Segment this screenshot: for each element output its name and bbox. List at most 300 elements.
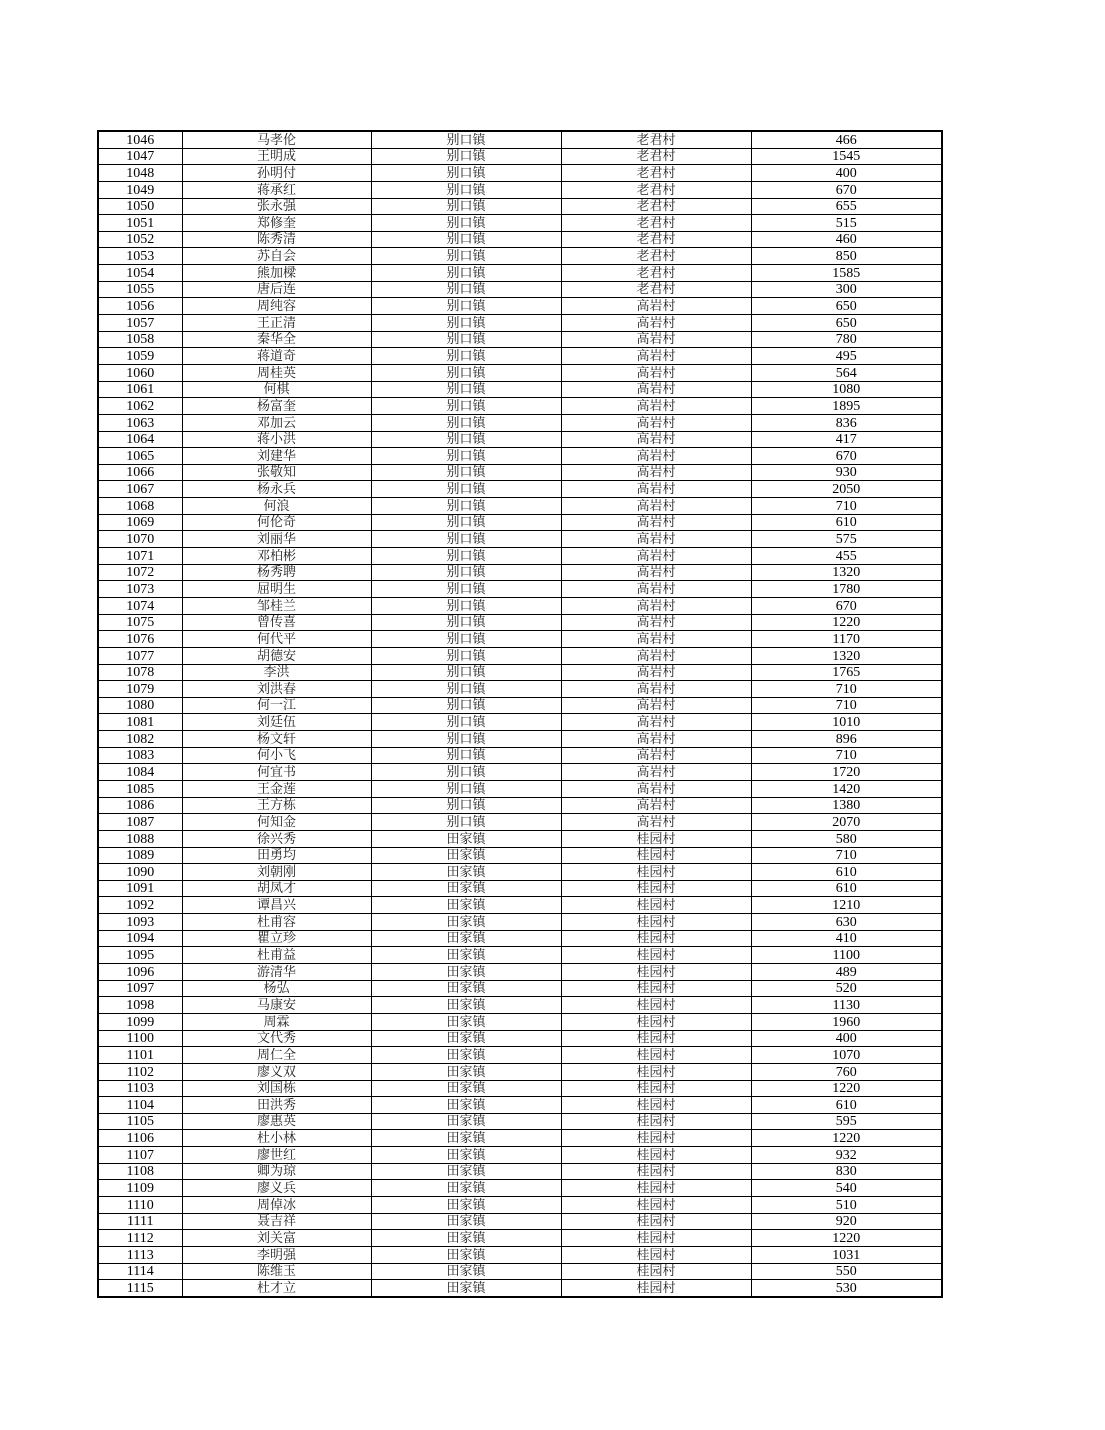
table-row	[98, 1080, 942, 1097]
table-row	[98, 1280, 942, 1297]
table-row	[98, 997, 942, 1014]
village-cell: 桂园村	[561, 897, 751, 914]
name-cell: 王方栋	[182, 797, 371, 814]
amount-cell: 710	[751, 498, 942, 515]
name-cell: 孙明付	[182, 165, 371, 182]
name-cell: 谭昌兴	[182, 897, 371, 914]
table-row	[98, 914, 942, 931]
village-cell: 高岩村	[561, 414, 751, 431]
village-cell: 高岩村	[561, 514, 751, 531]
name-cell: 廖世红	[182, 1147, 371, 1164]
amount-cell: 1220	[751, 1080, 942, 1097]
amount-cell: 1380	[751, 797, 942, 814]
name-cell: 王明成	[182, 148, 371, 165]
town-cell: 别口镇	[371, 398, 561, 415]
amount-cell: 400	[751, 1030, 942, 1047]
row-number-cell: 1071	[98, 548, 182, 565]
name-cell: 廖惠英	[182, 1113, 371, 1130]
village-cell: 高岩村	[561, 398, 751, 415]
name-cell: 游清华	[182, 964, 371, 981]
amount-cell: 710	[751, 697, 942, 714]
amount-cell: 670	[751, 181, 942, 198]
name-cell: 陈维玉	[182, 1263, 371, 1280]
town-cell: 别口镇	[371, 331, 561, 348]
town-cell: 别口镇	[371, 564, 561, 581]
name-cell: 胡德安	[182, 647, 371, 664]
table-row	[98, 1097, 942, 1114]
row-number-cell: 1062	[98, 398, 182, 415]
name-cell: 王金莲	[182, 780, 371, 797]
row-number-cell: 1090	[98, 864, 182, 881]
amount-cell: 1220	[751, 1130, 942, 1147]
name-cell: 刘建华	[182, 448, 371, 465]
amount-cell: 417	[751, 431, 942, 448]
town-cell: 田家镇	[371, 1230, 561, 1247]
town-cell: 别口镇	[371, 215, 561, 232]
village-cell: 老君村	[561, 148, 751, 165]
amount-cell: 932	[751, 1147, 942, 1164]
row-number-cell: 1052	[98, 231, 182, 248]
name-cell: 唐后连	[182, 281, 371, 298]
village-cell: 桂园村	[561, 1097, 751, 1114]
amount-cell: 455	[751, 548, 942, 565]
table-row	[98, 398, 942, 415]
village-cell: 高岩村	[561, 315, 751, 332]
village-cell: 桂园村	[561, 1080, 751, 1097]
row-number-cell: 1088	[98, 830, 182, 847]
amount-cell: 610	[751, 880, 942, 897]
town-cell: 别口镇	[371, 681, 561, 698]
amount-cell: 670	[751, 448, 942, 465]
name-cell: 杜甫益	[182, 947, 371, 964]
table-row	[98, 947, 942, 964]
amount-cell: 1780	[751, 581, 942, 598]
row-number-cell: 1091	[98, 880, 182, 897]
name-cell: 杜才立	[182, 1280, 371, 1297]
name-cell: 邹桂兰	[182, 597, 371, 614]
table-row	[98, 681, 942, 698]
amount-cell: 520	[751, 980, 942, 997]
row-number-cell: 1066	[98, 464, 182, 481]
town-cell: 别口镇	[371, 814, 561, 831]
town-cell: 田家镇	[371, 964, 561, 981]
table-row	[98, 780, 942, 797]
row-number-cell: 1087	[98, 814, 182, 831]
amount-cell: 896	[751, 731, 942, 748]
table-row	[98, 165, 942, 182]
amount-cell: 850	[751, 248, 942, 265]
name-cell: 秦华全	[182, 331, 371, 348]
village-cell: 桂园村	[561, 947, 751, 964]
town-cell: 别口镇	[371, 531, 561, 548]
table-row	[98, 1113, 942, 1130]
village-cell: 桂园村	[561, 997, 751, 1014]
name-cell: 刘洪春	[182, 681, 371, 698]
town-cell: 别口镇	[371, 498, 561, 515]
table-row	[98, 847, 942, 864]
table-row	[98, 148, 942, 165]
amount-cell: 1100	[751, 947, 942, 964]
table-row	[98, 814, 942, 831]
amount-cell: 1010	[751, 714, 942, 731]
amount-cell: 930	[751, 464, 942, 481]
village-cell: 桂园村	[561, 1013, 751, 1030]
amount-cell: 1170	[751, 631, 942, 648]
amount-cell: 530	[751, 1280, 942, 1297]
amount-cell: 1070	[751, 1047, 942, 1064]
row-number-cell: 1077	[98, 647, 182, 664]
name-cell: 何棋	[182, 381, 371, 398]
table-row	[98, 381, 942, 398]
village-cell: 高岩村	[561, 464, 751, 481]
amount-cell: 489	[751, 964, 942, 981]
amount-cell: 595	[751, 1113, 942, 1130]
village-cell: 高岩村	[561, 631, 751, 648]
town-cell: 别口镇	[371, 481, 561, 498]
table-row	[98, 1063, 942, 1080]
amount-cell: 1320	[751, 647, 942, 664]
town-cell: 田家镇	[371, 947, 561, 964]
village-cell: 高岩村	[561, 498, 751, 515]
village-cell: 桂园村	[561, 1147, 751, 1164]
village-cell: 高岩村	[561, 681, 751, 698]
row-number-cell: 1059	[98, 348, 182, 365]
town-cell: 别口镇	[371, 281, 561, 298]
name-cell: 屈明生	[182, 581, 371, 598]
name-cell: 杨秀聘	[182, 564, 371, 581]
village-cell: 老君村	[561, 281, 751, 298]
village-cell: 高岩村	[561, 581, 751, 598]
name-cell: 聂吉祥	[182, 1213, 371, 1230]
table-row	[98, 1197, 942, 1214]
name-cell: 何伦奇	[182, 514, 371, 531]
table-row	[98, 131, 942, 148]
village-cell: 老君村	[561, 265, 751, 282]
table-row	[98, 930, 942, 947]
row-number-cell: 1092	[98, 897, 182, 914]
row-number-cell: 1075	[98, 614, 182, 631]
amount-cell: 1545	[751, 148, 942, 165]
table-row	[98, 1013, 942, 1030]
table-row	[98, 880, 942, 897]
name-cell: 何宜书	[182, 764, 371, 781]
amount-cell: 1765	[751, 664, 942, 681]
row-number-cell: 1054	[98, 265, 182, 282]
town-cell: 别口镇	[371, 714, 561, 731]
amount-cell: 710	[751, 681, 942, 698]
amount-cell: 460	[751, 231, 942, 248]
row-number-cell: 1112	[98, 1230, 182, 1247]
amount-cell: 564	[751, 364, 942, 381]
village-cell: 高岩村	[561, 731, 751, 748]
village-cell: 高岩村	[561, 564, 751, 581]
table-row	[98, 531, 942, 548]
name-cell: 李明强	[182, 1246, 371, 1263]
amount-cell: 466	[751, 131, 942, 148]
town-cell: 田家镇	[371, 1080, 561, 1097]
row-number-cell: 1067	[98, 481, 182, 498]
town-cell: 田家镇	[371, 1197, 561, 1214]
table-row	[98, 331, 942, 348]
town-cell: 别口镇	[371, 448, 561, 465]
table-row	[98, 1147, 942, 1164]
town-cell: 别口镇	[371, 764, 561, 781]
village-cell: 高岩村	[561, 764, 751, 781]
village-cell: 桂园村	[561, 1047, 751, 1064]
name-cell: 马孝伦	[182, 131, 371, 148]
row-number-cell: 1053	[98, 248, 182, 265]
name-cell: 刘朝刚	[182, 864, 371, 881]
village-cell: 高岩村	[561, 381, 751, 398]
table-row	[98, 215, 942, 232]
village-cell: 老君村	[561, 198, 751, 215]
town-cell: 别口镇	[371, 464, 561, 481]
row-number-cell: 1069	[98, 514, 182, 531]
table-row	[98, 614, 942, 631]
row-number-cell: 1056	[98, 298, 182, 315]
name-cell: 田勇均	[182, 847, 371, 864]
amount-cell: 510	[751, 1197, 942, 1214]
name-cell: 何一江	[182, 697, 371, 714]
row-number-cell: 1046	[98, 131, 182, 148]
table-row	[98, 548, 942, 565]
table-row	[98, 414, 942, 431]
table-row	[98, 897, 942, 914]
row-number-cell: 1106	[98, 1130, 182, 1147]
amount-cell: 920	[751, 1213, 942, 1230]
town-cell: 别口镇	[371, 198, 561, 215]
village-cell: 高岩村	[561, 348, 751, 365]
name-cell: 苏自会	[182, 248, 371, 265]
town-cell: 田家镇	[371, 1263, 561, 1280]
row-number-cell: 1047	[98, 148, 182, 165]
amount-cell: 1720	[751, 764, 942, 781]
row-number-cell: 1048	[98, 165, 182, 182]
row-number-cell: 1058	[98, 331, 182, 348]
row-number-cell: 1107	[98, 1147, 182, 1164]
row-number-cell: 1115	[98, 1280, 182, 1297]
village-cell: 高岩村	[561, 714, 751, 731]
village-cell: 高岩村	[561, 647, 751, 664]
row-number-cell: 1080	[98, 697, 182, 714]
town-cell: 别口镇	[371, 364, 561, 381]
table-row	[98, 564, 942, 581]
row-number-cell: 1083	[98, 747, 182, 764]
village-cell: 老君村	[561, 248, 751, 265]
row-number-cell: 1103	[98, 1080, 182, 1097]
town-cell: 别口镇	[371, 265, 561, 282]
town-cell: 别口镇	[371, 697, 561, 714]
town-cell: 别口镇	[371, 597, 561, 614]
name-cell: 杨弘	[182, 980, 371, 997]
town-cell: 田家镇	[371, 880, 561, 897]
row-number-cell: 1063	[98, 414, 182, 431]
amount-cell: 2070	[751, 814, 942, 831]
row-number-cell: 1078	[98, 664, 182, 681]
village-cell: 高岩村	[561, 431, 751, 448]
row-number-cell: 1081	[98, 714, 182, 731]
village-cell: 桂园村	[561, 1197, 751, 1214]
amount-cell: 1130	[751, 997, 942, 1014]
village-cell: 老君村	[561, 131, 751, 148]
village-cell: 高岩村	[561, 298, 751, 315]
table-row	[98, 1163, 942, 1180]
town-cell: 别口镇	[371, 148, 561, 165]
town-cell: 别口镇	[371, 548, 561, 565]
town-cell: 别口镇	[371, 381, 561, 398]
town-cell: 田家镇	[371, 1147, 561, 1164]
table-row	[98, 647, 942, 664]
table-row	[98, 1030, 942, 1047]
name-cell: 蒋道奇	[182, 348, 371, 365]
village-cell: 桂园村	[561, 1130, 751, 1147]
amount-cell: 630	[751, 914, 942, 931]
row-number-cell: 1064	[98, 431, 182, 448]
village-cell: 高岩村	[561, 664, 751, 681]
name-cell: 马康安	[182, 997, 371, 1014]
table-row	[98, 1180, 942, 1197]
name-cell: 周纯容	[182, 298, 371, 315]
name-cell: 杜小林	[182, 1130, 371, 1147]
village-cell: 桂园村	[561, 830, 751, 847]
village-cell: 高岩村	[561, 448, 751, 465]
town-cell: 别口镇	[371, 248, 561, 265]
table-row	[98, 1213, 942, 1230]
town-cell: 田家镇	[371, 1113, 561, 1130]
amount-cell: 1210	[751, 897, 942, 914]
village-cell: 老君村	[561, 215, 751, 232]
amount-cell: 1031	[751, 1246, 942, 1263]
village-cell: 高岩村	[561, 331, 751, 348]
amount-cell: 515	[751, 215, 942, 232]
town-cell: 田家镇	[371, 914, 561, 931]
row-number-cell: 1108	[98, 1163, 182, 1180]
table-row	[98, 631, 942, 648]
town-cell: 田家镇	[371, 847, 561, 864]
row-number-cell: 1060	[98, 364, 182, 381]
table-row	[98, 364, 942, 381]
amount-cell: 2050	[751, 481, 942, 498]
amount-cell: 610	[751, 1097, 942, 1114]
name-cell: 曾传喜	[182, 614, 371, 631]
row-number-cell: 1097	[98, 980, 182, 997]
name-cell: 蒋承红	[182, 181, 371, 198]
data-table	[97, 130, 943, 1298]
name-cell: 何代平	[182, 631, 371, 648]
amount-cell: 1220	[751, 614, 942, 631]
village-cell: 高岩村	[561, 814, 751, 831]
village-cell: 高岩村	[561, 597, 751, 614]
table-body	[98, 131, 942, 1297]
row-number-cell: 1070	[98, 531, 182, 548]
name-cell: 周霖	[182, 1013, 371, 1030]
row-number-cell: 1085	[98, 780, 182, 797]
name-cell: 田洪秀	[182, 1097, 371, 1114]
town-cell: 别口镇	[371, 348, 561, 365]
name-cell: 周桂英	[182, 364, 371, 381]
town-cell: 别口镇	[371, 647, 561, 664]
table-row	[98, 1230, 942, 1247]
name-cell: 胡凤才	[182, 880, 371, 897]
village-cell: 高岩村	[561, 531, 751, 548]
table-row	[98, 231, 942, 248]
name-cell: 周仁全	[182, 1047, 371, 1064]
table-row	[98, 714, 942, 731]
amount-cell: 495	[751, 348, 942, 365]
town-cell: 田家镇	[371, 997, 561, 1014]
village-cell: 高岩村	[561, 481, 751, 498]
village-cell: 老君村	[561, 165, 751, 182]
name-cell: 瞿立珍	[182, 930, 371, 947]
town-cell: 别口镇	[371, 614, 561, 631]
village-cell: 桂园村	[561, 1280, 751, 1297]
row-number-cell: 1111	[98, 1213, 182, 1230]
amount-cell: 400	[751, 165, 942, 182]
village-cell: 桂园村	[561, 880, 751, 897]
table-row	[98, 298, 942, 315]
amount-cell: 580	[751, 830, 942, 847]
row-number-cell: 1072	[98, 564, 182, 581]
village-cell: 桂园村	[561, 930, 751, 947]
row-number-cell: 1065	[98, 448, 182, 465]
town-cell: 田家镇	[371, 830, 561, 847]
row-number-cell: 1086	[98, 797, 182, 814]
name-cell: 廖义双	[182, 1063, 371, 1080]
name-cell: 邓加云	[182, 414, 371, 431]
row-number-cell: 1101	[98, 1047, 182, 1064]
village-cell: 桂园村	[561, 1163, 751, 1180]
row-number-cell: 1113	[98, 1246, 182, 1263]
town-cell: 田家镇	[371, 1013, 561, 1030]
amount-cell: 610	[751, 864, 942, 881]
table-row	[98, 1263, 942, 1280]
row-number-cell: 1074	[98, 597, 182, 614]
row-number-cell: 1105	[98, 1113, 182, 1130]
row-number-cell: 1055	[98, 281, 182, 298]
name-cell: 张敬知	[182, 464, 371, 481]
town-cell: 别口镇	[371, 731, 561, 748]
amount-cell: 1960	[751, 1013, 942, 1030]
village-cell: 老君村	[561, 231, 751, 248]
row-number-cell: 1050	[98, 198, 182, 215]
village-cell: 高岩村	[561, 364, 751, 381]
name-cell: 陈秀清	[182, 231, 371, 248]
row-number-cell: 1082	[98, 731, 182, 748]
town-cell: 别口镇	[371, 514, 561, 531]
town-cell: 田家镇	[371, 1213, 561, 1230]
village-cell: 桂园村	[561, 980, 751, 997]
town-cell: 田家镇	[371, 1097, 561, 1114]
village-cell: 高岩村	[561, 548, 751, 565]
village-cell: 高岩村	[561, 797, 751, 814]
row-number-cell: 1110	[98, 1197, 182, 1214]
name-cell: 王正清	[182, 315, 371, 332]
name-cell: 熊加樑	[182, 265, 371, 282]
town-cell: 别口镇	[371, 231, 561, 248]
amount-cell: 540	[751, 1180, 942, 1197]
table-row	[98, 731, 942, 748]
town-cell: 田家镇	[371, 1130, 561, 1147]
row-number-cell: 1114	[98, 1263, 182, 1280]
amount-cell: 830	[751, 1163, 942, 1180]
row-number-cell: 1049	[98, 181, 182, 198]
town-cell: 田家镇	[371, 1063, 561, 1080]
amount-cell: 760	[751, 1063, 942, 1080]
amount-cell: 836	[751, 414, 942, 431]
name-cell: 刘廷伍	[182, 714, 371, 731]
town-cell: 别口镇	[371, 664, 561, 681]
row-number-cell: 1096	[98, 964, 182, 981]
